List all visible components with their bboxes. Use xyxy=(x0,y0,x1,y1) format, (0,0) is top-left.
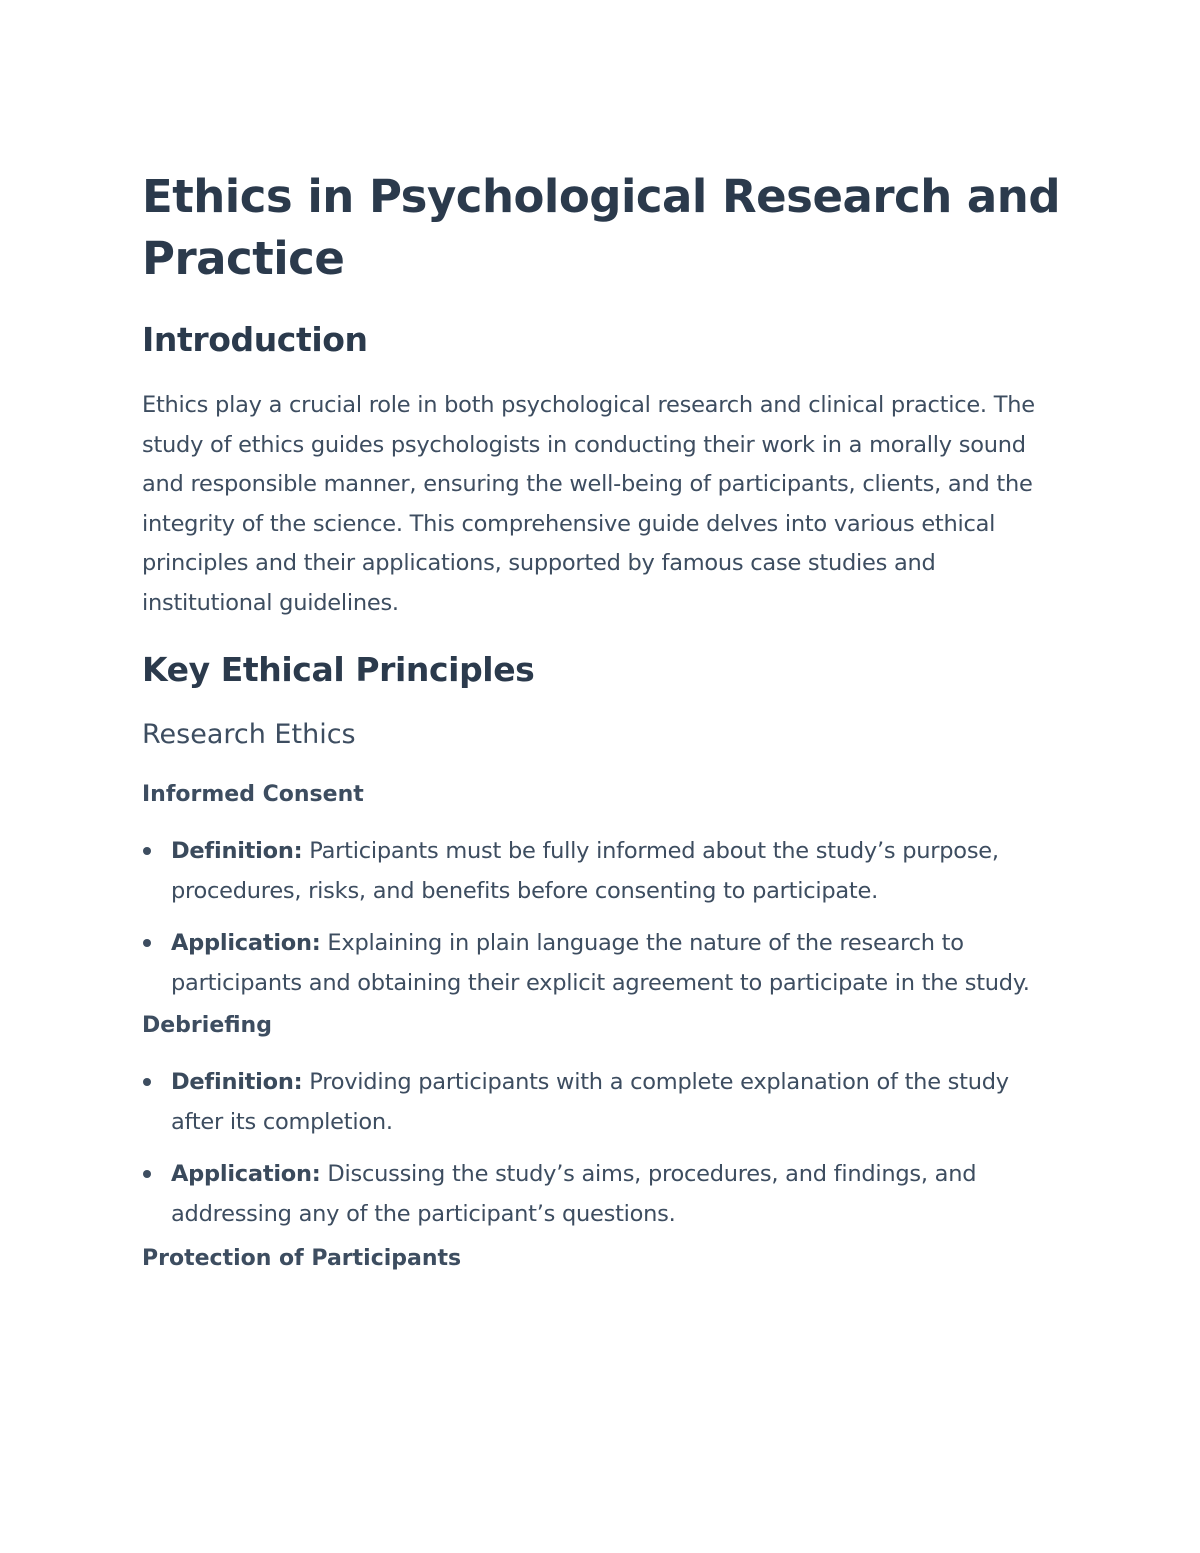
informed-consent-heading: Informed Consent xyxy=(142,781,364,807)
list-item xyxy=(142,831,1062,911)
item-text: Discussing the study’s aims, procedures, and findings, and addressing any of the participant’s questions. xyxy=(171,1160,977,1227)
protection-of-participants-heading: Protection of Participants xyxy=(142,1245,462,1271)
item-text: Providing participants with a complete explanation of the study after its completion. xyxy=(171,1068,1009,1135)
item-text: Explaining in plain language the nature of the research to participants and obtaining their explicit agreement to participate in the study. xyxy=(171,929,1030,996)
item-term: Application: xyxy=(171,929,321,956)
item-term: Application: xyxy=(171,1160,321,1187)
item-text: Participants must be fully informed about the study’s purpose, procedures, risks, and benefits before consenting to participate. xyxy=(171,837,999,904)
bullet-icon xyxy=(143,847,151,855)
item-term: Definition: xyxy=(171,1068,303,1095)
introduction-heading: Introduction xyxy=(142,320,368,359)
debriefing-list xyxy=(142,1062,1062,1234)
introduction-paragraph: Ethics play a crucial role in both psychological research and clinical practice. The study of ethics guides psychologists in conducting their work in a morally sound and responsible manner, ensuring the well-being of participants, clients, and the integrity of the science. This comprehensive guide delves into various ethical principles and their applications, supported by famous case studies and institutional guidelines. xyxy=(142,392,1035,616)
debriefing-heading: Debriefing xyxy=(142,1012,272,1038)
list-item xyxy=(142,1154,1062,1234)
key-principles-heading: Key Ethical Principles xyxy=(142,649,535,689)
bullet-icon xyxy=(143,1078,151,1086)
bullet-icon xyxy=(143,939,151,947)
informed-consent-list xyxy=(142,831,1062,1003)
research-ethics-heading: Research Ethics xyxy=(142,718,356,750)
bullet-icon xyxy=(143,1170,151,1178)
document-page xyxy=(142,166,1062,1274)
item-term: Definition: xyxy=(171,837,303,864)
list-item xyxy=(142,1062,1062,1142)
list-item xyxy=(142,923,1062,1003)
page-title: Ethics in Psychological Research and Practice xyxy=(142,170,1061,285)
